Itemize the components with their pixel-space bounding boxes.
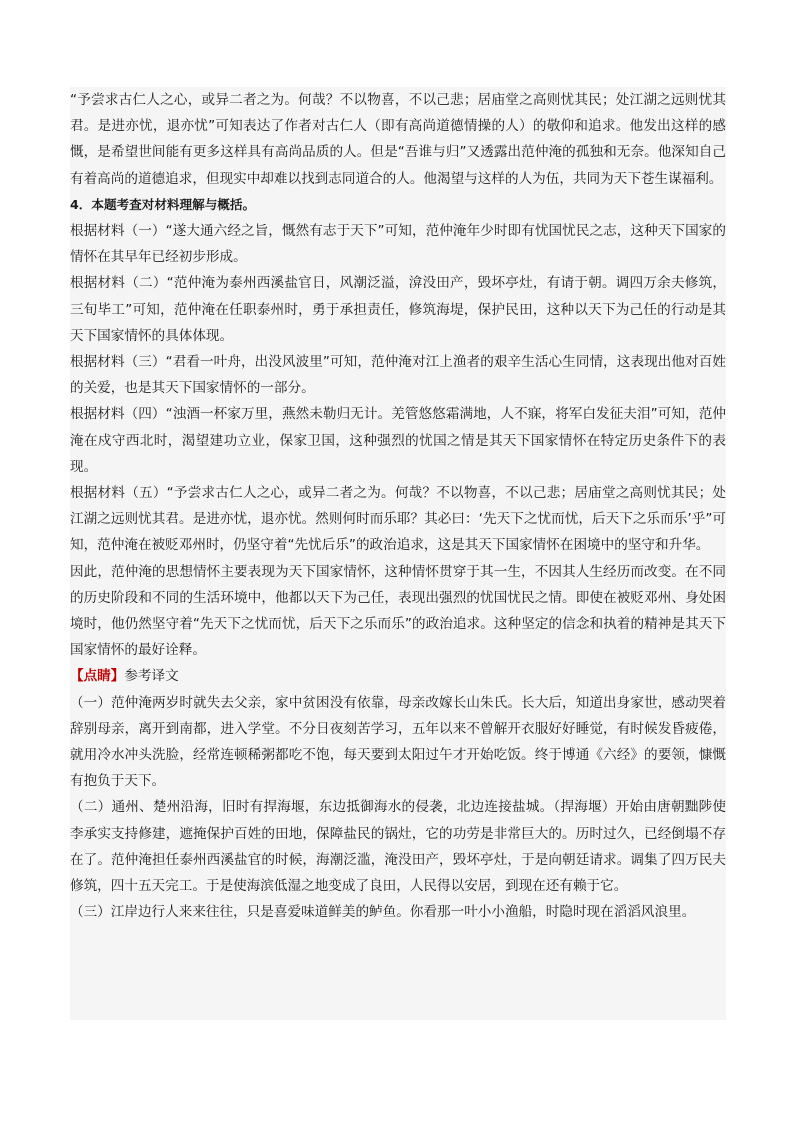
paragraph-3-conclusion: “予尝求古仁人之心，或异二者之为。何哉？不以物喜，不以己悲；居庙堂之高则忧其民；处江湖之远则忧其君。是进亦忧，退亦忧”可知表达了作者对古仁人（即有高尚道德情操的人）的敬仰和追求。他发出这样的感慨，是希望世间能有更多这样具有高尚品质的人。但是“吾谁与归”又透露出范仲淹的孤独和无奈。他深知自己有着高尚的道德追求，但现实中却难以找到志同道合的人。他渴望与这样的人为伍，共同为天下苍生谋福利。	[70, 92, 726, 187]
material-3-analysis: 根据材料（三）“君看一叶舟，出没风波里”可知，范仲淹对江上渔者的艰辛生活心生同情，这表现出他对百姓的关爱，也是其天下国家情怀的一部分。	[70, 354, 726, 397]
answer-analysis-panel	[70, 87, 726, 1020]
material-2-analysis: 根据材料（二）“范仲淹为泰州西溪盐官日，风潮泛溢，渰没田产，毁坏亭灶，有请于朝。调四万余夫修筑，三旬毕工”可知，范仲淹在任职泰州时，勇于承担责任，修筑海堤，保护民田，这种以天下为己任的行动是其天下国家情怀的具体体现。	[70, 275, 726, 344]
translation-1: （一）范仲淹两岁时就失去父亲，家中贫困没有依靠，母亲改嫁长山朱氏。长大后，知道出身家世，感动哭着辞别母亲，离开到南都，进入学堂。不分日夜刻苦学习，五年以来不曾解开衣服好好睡觉，有时候发昏疲倦，就用冷水冲头洗脸，经常连顿稀粥都吃不饱，每天要到太阳过午才开始吃饭。终于博通《六经》的要领，慷慨有抱负于天下。	[70, 694, 726, 790]
translation-3: （三）江岸边行人来来往往，只是喜爱味道鲜美的鲈鱼。你看那一叶小小渔船，时隐时现在滔滔风浪里。	[70, 904, 696, 921]
tip-heading	[70, 663, 726, 689]
summary-paragraph: 因此，范仲淹的思想情怀主要表现为天下国家情怀，这种情怀贯穿于其一生，不因其人生经历而改变。在不同的历史阶段和不同的生活环境中，他都以天下为己任，表现出强烈的忧国忧民之情。即使在被贬邓州、身处困境时，他仍然坚守着“先天下之忧而忧，后天下之乐而乐”的政治追求。这种坚定的信念和执着的精神是其天下国家情怀的最好诠释。	[70, 563, 726, 659]
material-1-analysis: 根据材料（一）“遂大通六经之旨，慨然有志于天下”可知，范仲淹年少时即有忧国忧民之志，这种天下国家的情怀在其早年已经初步形成。	[70, 223, 726, 266]
tip-label: 【点睛】	[70, 668, 125, 685]
translation-2: （二）通州、楚州沿海，旧时有捍海堰，东边抵御海水的侵袭，北边连接盐城。（捍海堰）开始由唐朝黜陟使李承实支持修建，遮掩保护百姓的田地，保障盐民的锅灶，它的功劳是非常巨大的。历时过久，已经倒塌不存在了。范仲淹担任泰州西溪盐官的时候，海潮泛滥，淹没田产，毁坏亭灶，于是向朝廷请求。调集了四万民夫修筑，四十五天完工。于是使海滨低湿之地变成了良田，人民得以安居，到现在还有赖于它。	[70, 799, 726, 895]
question-4-heading: 4．本题考查对材料理解与概括。	[70, 196, 256, 212]
material-4-analysis: 根据材料（四）“浊酒一杯家万里，燕然未勒归无计。羌管悠悠霜满地，人不寐，将军白发征夫泪”可知，范仲淹在戍守西北时，渴望建功立业，保家卫国，这种强烈的忧国之情是其天下国家情怀在特定历史条件下的表现。	[70, 406, 726, 475]
material-5-analysis: 根据材料（五）“予尝求古仁人之心，或异二者之为。何哉？不以物喜，不以己悲；居庙堂之高则忧其民；处江湖之远则忧其君。是进亦忧，退亦忧。然则何时而乐耶？其必曰：‘先天下之忧而忧，后天下之乐而乐’乎”可知，范仲淹在被贬邓州时，仍坚守着“先忧后乐”的政治追求，这是其天下国家情怀在困境中的坚守和升华。	[70, 485, 726, 554]
tip-title: 参考译文	[124, 668, 179, 685]
